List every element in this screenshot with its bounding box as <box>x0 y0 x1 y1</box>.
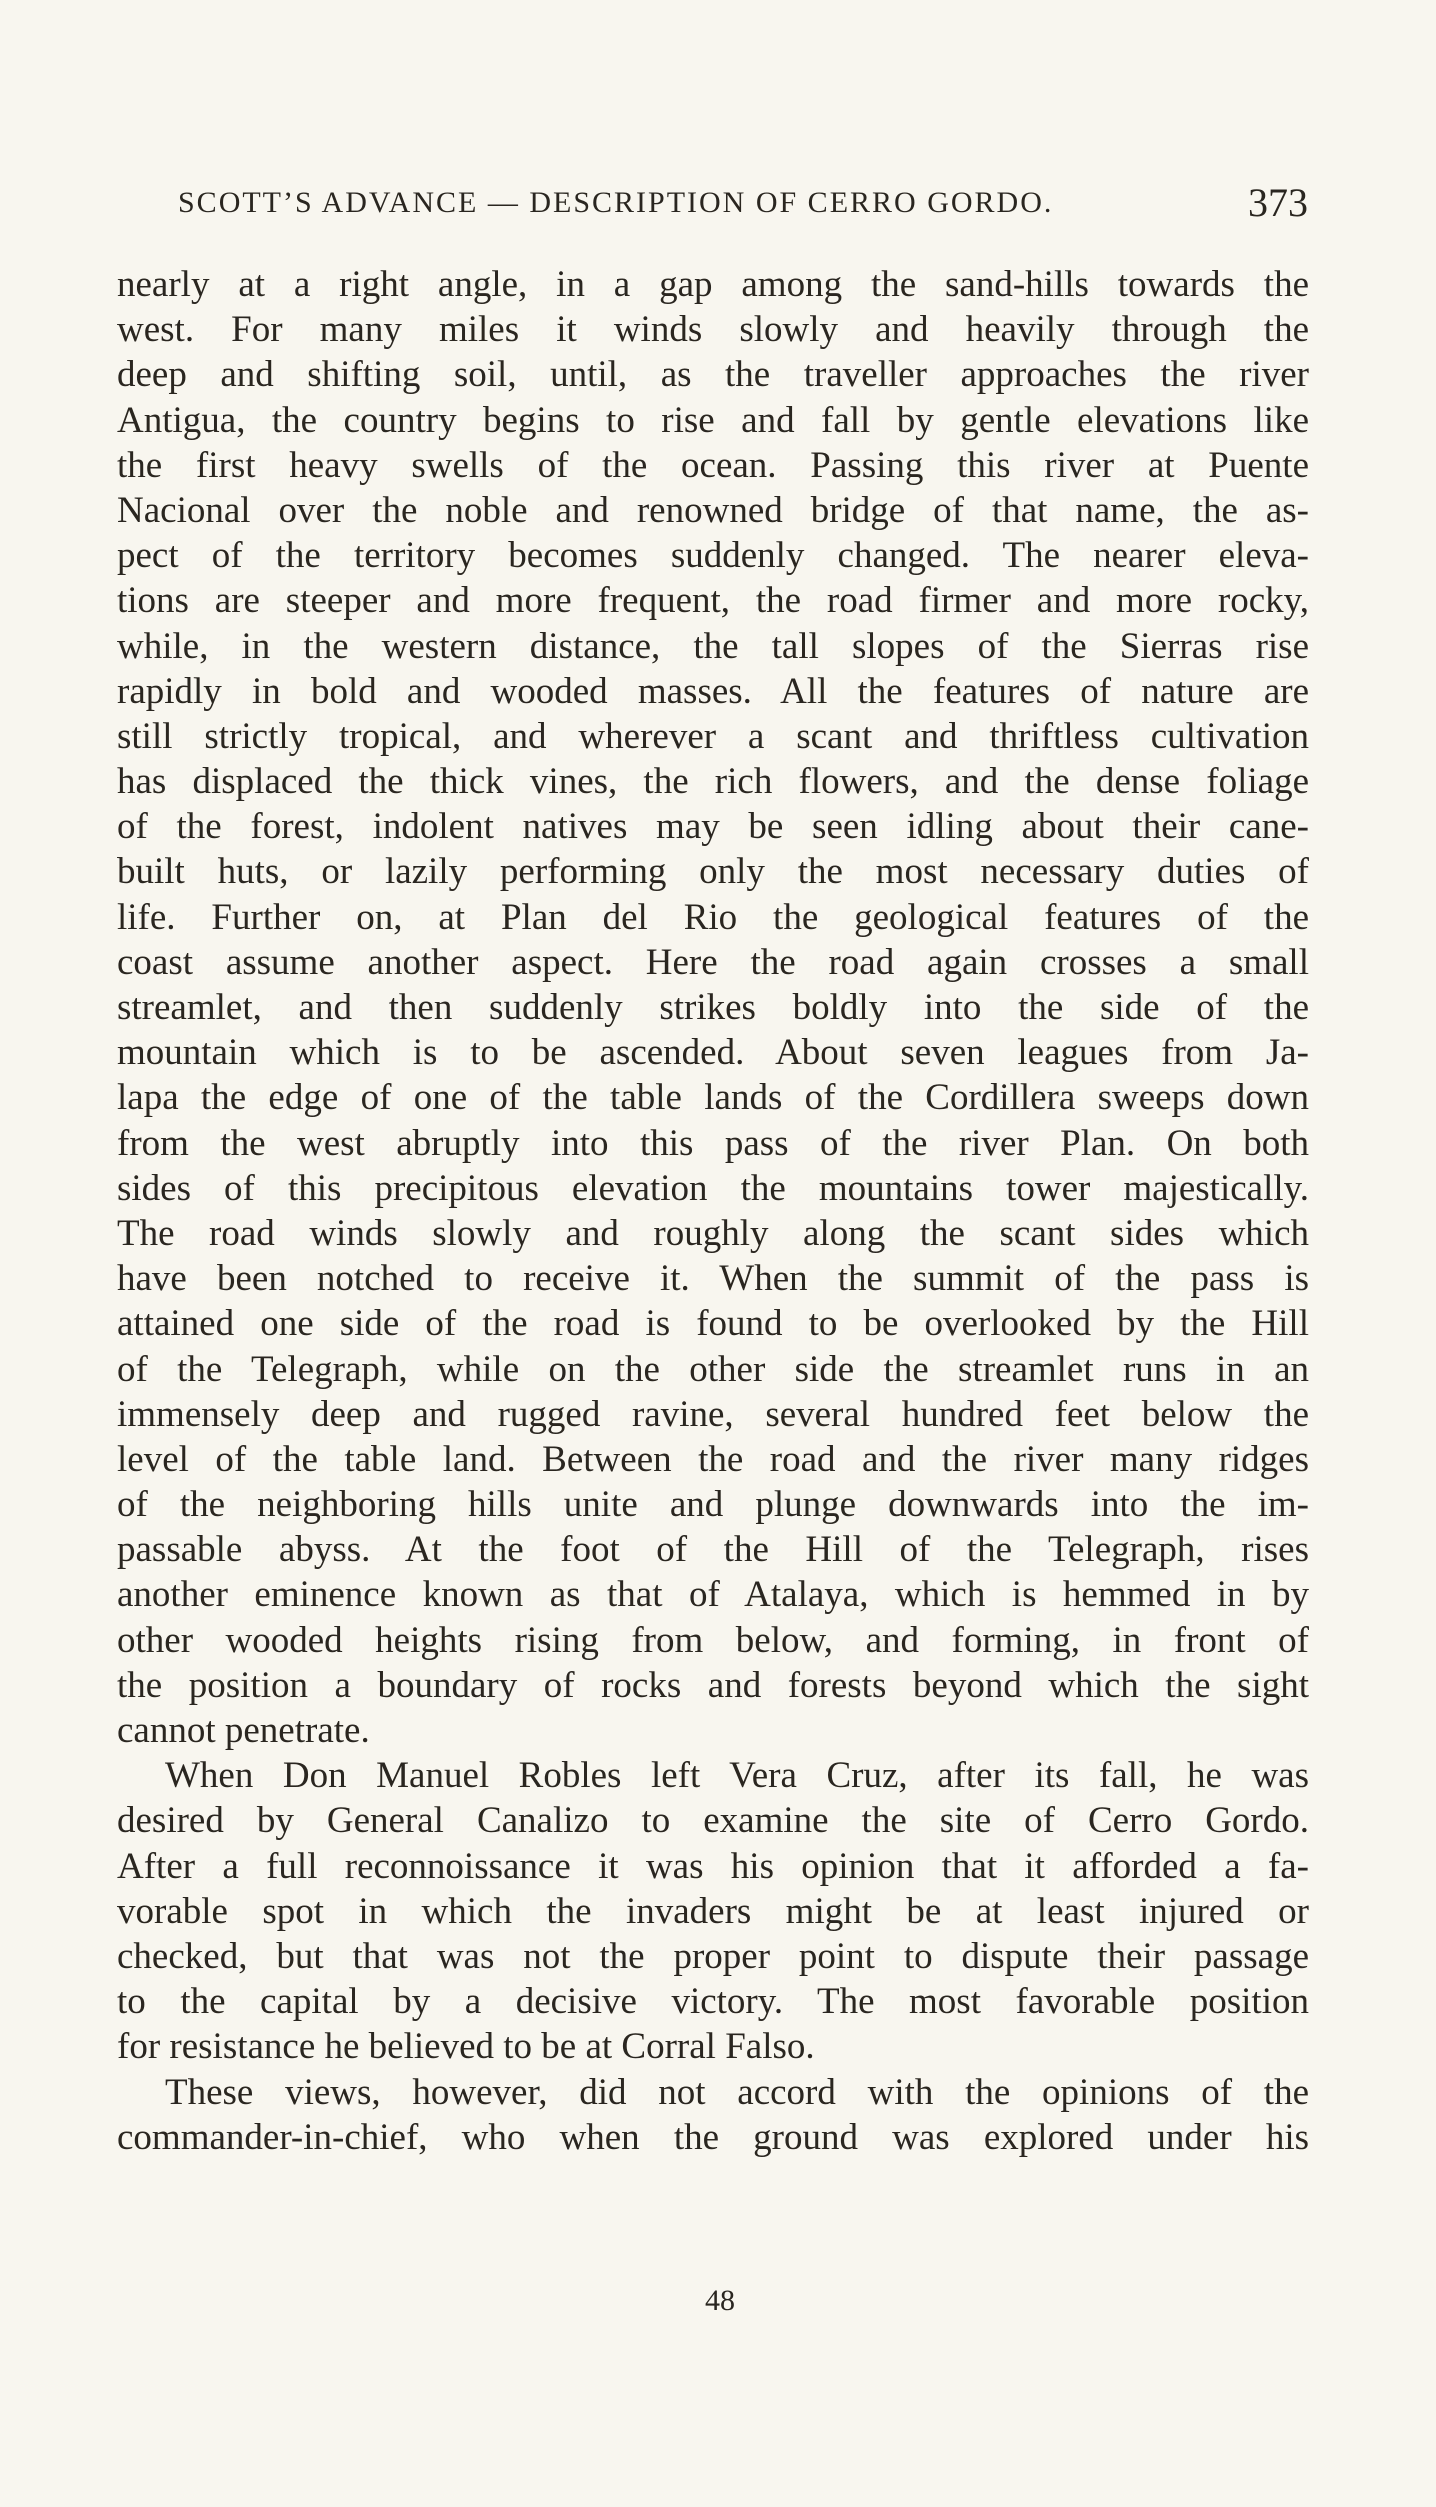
text-line: another eminence known as that of Atalaya, which is hemmed in by <box>117 1574 1309 1616</box>
page-number: 373 <box>1248 180 1308 225</box>
text-line: When Don Manuel Robles left Vera Cruz, after its fall, he was <box>165 1755 1309 1797</box>
text-line: streamlet, and then suddenly strikes boldly into the side of the <box>117 987 1309 1028</box>
text-line: Antigua, the country begins to rise and fall by gentle elevations like <box>117 399 1309 441</box>
text-line: attained one side of the road is found to be overlooked by the Hill <box>117 1303 1309 1345</box>
text-line: to the capital by a decisive victory. The most favorable position <box>117 1981 1309 2023</box>
text-line: mountain which is to be ascended. About seven leagues from Ja- <box>117 1032 1309 1074</box>
text-line: nearly at a right angle, in a gap among the sand-hills towards the <box>117 264 1309 305</box>
text-line: have been notched to receive it. When the summit of the pass is <box>117 1258 1309 1300</box>
text-line: Nacional over the noble and renowned bridge of that name, the as- <box>117 489 1309 531</box>
text-line: commander-in-chief, who when the ground was explored under his <box>117 2116 1309 2158</box>
text-line: still strictly tropical, and wherever a scant and thriftless cultivation <box>117 715 1309 757</box>
text-line: sides of this precipitous elevation the mountains tower majestically. <box>117 1167 1309 1209</box>
text-line: life. Further on, at Plan del Rio the geological features of the <box>117 896 1309 938</box>
body-text <box>117 262 1309 2160</box>
text-line: After a full reconnoissance it was his opinion that it afforded a fa- <box>117 1845 1309 1887</box>
signature-mark: 48 <box>705 2284 735 2317</box>
running-head <box>178 178 1308 228</box>
text-line: deep and shifting soil, until, as the traveller approaches the river <box>117 354 1309 396</box>
text-line: These views, however, did not accord with the opinions of the <box>165 2071 1309 2113</box>
text-line: cannot penetrate. <box>117 1710 370 1751</box>
text-line: rapidly in bold and wooded masses. All the features of nature are <box>117 670 1309 712</box>
text-line: passable abyss. At the foot of the Hill of the Telegraph, rises <box>117 1529 1309 1571</box>
text-line: of the neighboring hills unite and plunge downwards into the im- <box>117 1484 1309 1526</box>
text-line: the position a boundary of rocks and forests beyond which the sight <box>117 1664 1309 1706</box>
text-line: vorable spot in which the invaders might be at least injured or <box>117 1890 1309 1932</box>
text-line: The road winds slowly and roughly along the scant sides which <box>117 1212 1309 1254</box>
text-line: desired by General Canalizo to examine the site of Cerro Gordo. <box>117 1800 1309 1842</box>
text-line: the first heavy swells of the ocean. Passing this river at Puente <box>117 444 1309 486</box>
text-line: lapa the edge of one of the table lands of the Cordillera sweeps down <box>117 1077 1309 1119</box>
text-line: has displaced the thick vines, the rich flowers, and the dense foliage <box>117 761 1309 803</box>
text-line: pect of the territory becomes suddenly changed. The nearer eleva- <box>117 535 1309 577</box>
text-line: of the Telegraph, while on the other side the streamlet runs in an <box>117 1348 1309 1390</box>
text-line: other wooded heights rising from below, and forming, in front of <box>117 1619 1309 1661</box>
text-line: checked, but that was not the proper point to dispute their passage <box>117 1935 1309 1977</box>
text-line: of the forest, indolent natives may be seen idling about their cane- <box>117 806 1309 848</box>
text-line: coast assume another aspect. Here the road again crosses a small <box>117 941 1309 983</box>
text-line: from the west abruptly into this pass of the river Plan. On both <box>117 1122 1309 1164</box>
text-line: while, in the western distance, the tall slopes of the Sierras rise <box>117 625 1309 667</box>
text-line: tions are steeper and more frequent, the road firmer and more rocky, <box>117 580 1309 622</box>
text-line: for resistance he believed to be at Corral Falso. <box>117 2026 815 2068</box>
text-line: immensely deep and rugged ravine, several hundred feet below the <box>117 1393 1309 1435</box>
text-line: built huts, or lazily performing only the most necessary duties of <box>117 851 1309 893</box>
text-line: west. For many miles it winds slowly and heavily through the <box>117 309 1309 351</box>
running-head-title: SCOTT’S ADVANCE — DESCRIPTION OF CERRO GORDO. <box>178 186 1054 219</box>
text-line: level of the table land. Between the road and the river many ridges <box>117 1438 1309 1480</box>
